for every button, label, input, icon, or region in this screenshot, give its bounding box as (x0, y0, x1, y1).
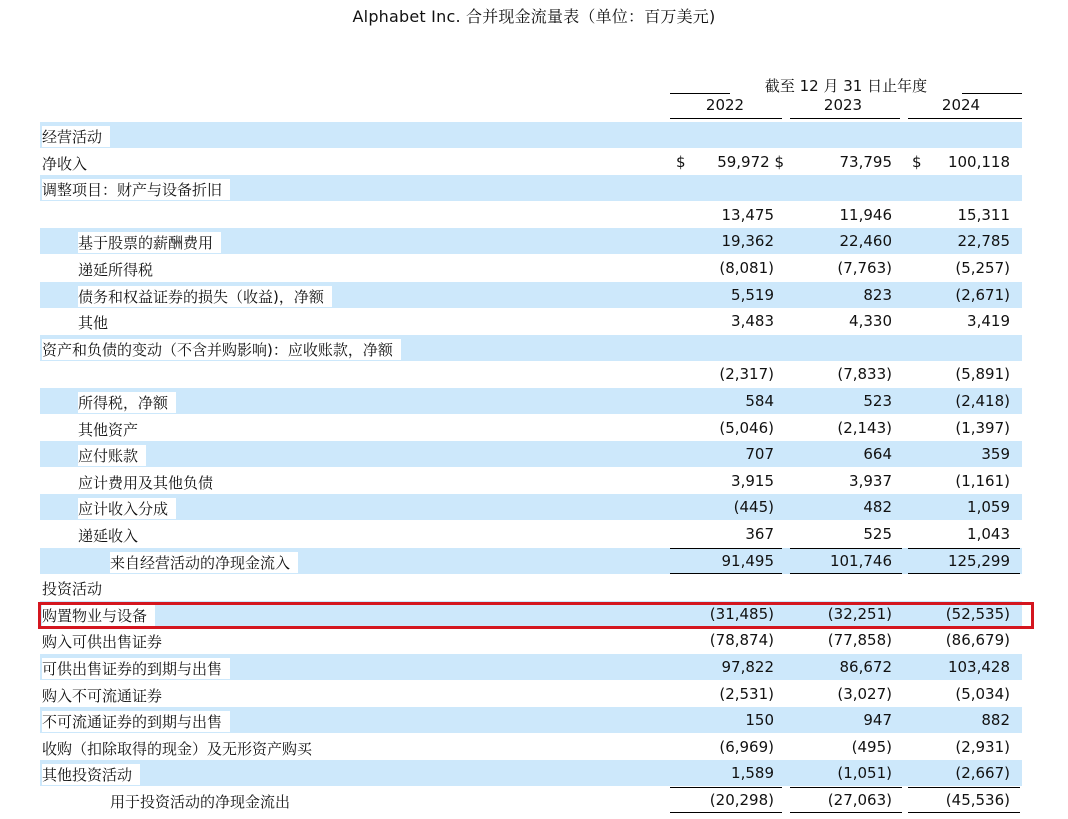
value-2023: (7,763) (837, 259, 892, 277)
value-2023: (27,063) (827, 791, 892, 809)
total-rule (670, 812, 782, 813)
value-2024: 103,428 (947, 658, 1010, 676)
table-row (40, 361, 1022, 387)
value-2023: (32,251) (827, 604, 892, 623)
year-2022: 2022 (705, 96, 745, 114)
value-2024: 3,419 (967, 312, 1010, 331)
total-rule (670, 548, 782, 549)
total-rule (790, 812, 902, 813)
total-rule (908, 548, 1020, 549)
value-2022: 3,915 (731, 471, 774, 490)
row-label: 购置物业与设备 (42, 605, 155, 626)
value-2024: (1,161) (955, 471, 1010, 490)
value-2023: 86,672 (839, 658, 892, 676)
value-2022: 1,589 (731, 764, 774, 783)
value-2022: 91,495 (721, 551, 774, 570)
row-label: 其他 (78, 312, 116, 333)
row-label: 所得税，净额 (78, 392, 176, 413)
row-label: 应付账款 (78, 445, 146, 466)
value-2022: 367 (745, 525, 774, 543)
row-label: 基于股票的薪酬费用 (78, 232, 221, 253)
value-2023: (495) (851, 737, 892, 756)
statement-title: Alphabet Inc. 合并现金流量表（单位：百万美元) (352, 7, 716, 26)
row-label: 递延收入 (78, 525, 146, 546)
value-2022: (78,874) (709, 631, 774, 650)
value-2024: (2,667) (955, 764, 1010, 783)
year-2024: 2024 (941, 96, 981, 114)
year-underline (790, 118, 900, 119)
value-2024: 882 (981, 711, 1010, 730)
row-label: 其他资产 (78, 419, 146, 440)
year-underline (670, 118, 782, 119)
value-2024: 125,299 (947, 551, 1010, 570)
value-2024: (5,034) (955, 684, 1010, 703)
table-row (40, 654, 1022, 680)
value-2022: 13,475 (721, 205, 774, 224)
row-label: 来自经营活动的净现金流入 (110, 552, 298, 573)
value-2024: (52,535) (945, 604, 1010, 623)
row-label: 购入可供出售证券 (42, 631, 170, 652)
value-2024: 1,043 (967, 525, 1010, 543)
row-label: 经营活动 (42, 126, 110, 147)
value-2022: (2,531) (719, 684, 774, 703)
table-row (40, 388, 1022, 414)
value-2022: (20,298) (709, 791, 774, 809)
value-2024: (2,418) (955, 392, 1010, 410)
value-2022: 97,822 (721, 658, 774, 676)
row-label: 应计费用及其他负债 (78, 472, 221, 493)
table-row (40, 521, 1022, 547)
value-2024: 359 (981, 445, 1010, 464)
row-label: 净收入 (42, 153, 95, 174)
row-label: 可供出售证券的到期与出售 (42, 658, 230, 679)
row-label: 购入不可流通证券 (42, 685, 170, 706)
row-label: 其他投资活动 (42, 764, 140, 785)
row-label: 债务和权益证券的损失（收益)，净额 (78, 286, 332, 307)
total-rule (790, 548, 902, 549)
value-2023: (77,858) (827, 631, 892, 650)
value-2023: 101,746 (829, 551, 892, 570)
value-2024: (45,536) (945, 791, 1010, 809)
table-row (40, 308, 1022, 334)
row-label: 应计收入分成 (78, 498, 176, 519)
row-label: 不可流通证券的到期与出售 (42, 711, 230, 732)
table-row (40, 335, 1022, 361)
value-2023: 3,937 (849, 471, 892, 490)
currency-symbol: $ (912, 152, 922, 171)
row-label: 收购（扣除取得的现金）及无形资产购买 (42, 738, 320, 759)
value-2022: 150 (745, 711, 774, 730)
currency-symbol: $ (676, 152, 686, 171)
value-2022: (5,046) (719, 418, 774, 437)
table-row (40, 760, 1022, 786)
value-2024: 1,059 (967, 498, 1010, 517)
table-row (40, 441, 1022, 467)
table-row (40, 787, 1022, 813)
table-row (40, 255, 1022, 281)
row-label: 投资活动 (42, 578, 110, 599)
value-2023: 823 (863, 285, 892, 304)
year-2023: 2023 (823, 96, 863, 114)
value-2022: 5,519 (731, 285, 774, 304)
value-2023: 11,946 (839, 205, 892, 224)
table-row (40, 681, 1022, 707)
total-rule (790, 787, 902, 788)
table-row (40, 468, 1022, 494)
value-2022: 19,362 (721, 232, 774, 251)
row-label: 调整项目：财产与设备折旧 (42, 179, 230, 200)
table-row (40, 415, 1022, 441)
table-row (40, 175, 1022, 201)
value-2024: 22,785 (957, 232, 1010, 251)
table-row (40, 494, 1022, 520)
value-2023: (3,027) (837, 684, 892, 703)
table-row (40, 574, 1022, 600)
total-rule (908, 787, 1020, 788)
table-row (40, 707, 1022, 733)
table-row (40, 548, 1022, 574)
value-2023: (2,143) (837, 418, 892, 437)
value-2024: (86,679) (945, 631, 1010, 650)
value-2024: (1,397) (955, 418, 1010, 437)
value-2024: 15,311 (957, 205, 1010, 224)
value-2022: (2,317) (719, 365, 774, 384)
value-2024: (2,671) (955, 285, 1010, 304)
value-2023: 523 (863, 392, 892, 410)
row-label: 用于投资活动的净现金流出 (110, 791, 298, 812)
total-rule (670, 787, 782, 788)
value-2023: 482 (863, 498, 892, 517)
value-2022: 584 (745, 392, 774, 410)
period-label: 截至 12 月 31 日止年度 (764, 77, 928, 95)
table-row (40, 734, 1022, 760)
total-rule (908, 812, 1020, 813)
row-label: 递延所得税 (78, 259, 161, 280)
value-2023: 525 (863, 525, 892, 543)
value-2023: 73,795 (839, 152, 892, 171)
value-2022: 59,972 $ (717, 152, 784, 171)
value-2022: 3,483 (731, 312, 774, 331)
table-row (40, 202, 1022, 228)
value-2024: (5,891) (955, 365, 1010, 384)
table-row (40, 282, 1022, 308)
value-2023: 22,460 (839, 232, 892, 251)
value-2022: (6,969) (719, 737, 774, 756)
table-row (40, 627, 1022, 653)
value-2022: 707 (745, 445, 774, 464)
table-row-highlighted (40, 601, 1022, 627)
row-label: 资产和负债的变动（不含并购影响)：应收账款，净额 (42, 339, 401, 360)
header-rule-right (962, 93, 1022, 94)
value-2023: (7,833) (837, 365, 892, 384)
value-2024: (5,257) (955, 259, 1010, 277)
value-2022: (8,081) (719, 259, 774, 277)
year-underline (908, 118, 1022, 119)
table-row (40, 228, 1022, 254)
value-2023: 947 (863, 711, 892, 730)
value-2024: (2,931) (955, 737, 1010, 756)
table-row (40, 122, 1022, 148)
value-2023: 664 (863, 445, 892, 464)
table-row (40, 149, 1022, 175)
value-2022: (445) (733, 498, 774, 517)
value-2022: (31,485) (709, 604, 774, 623)
value-2023: (1,051) (837, 764, 892, 783)
value-2024: 100,118 (947, 152, 1010, 171)
value-2023: 4,330 (849, 312, 892, 331)
